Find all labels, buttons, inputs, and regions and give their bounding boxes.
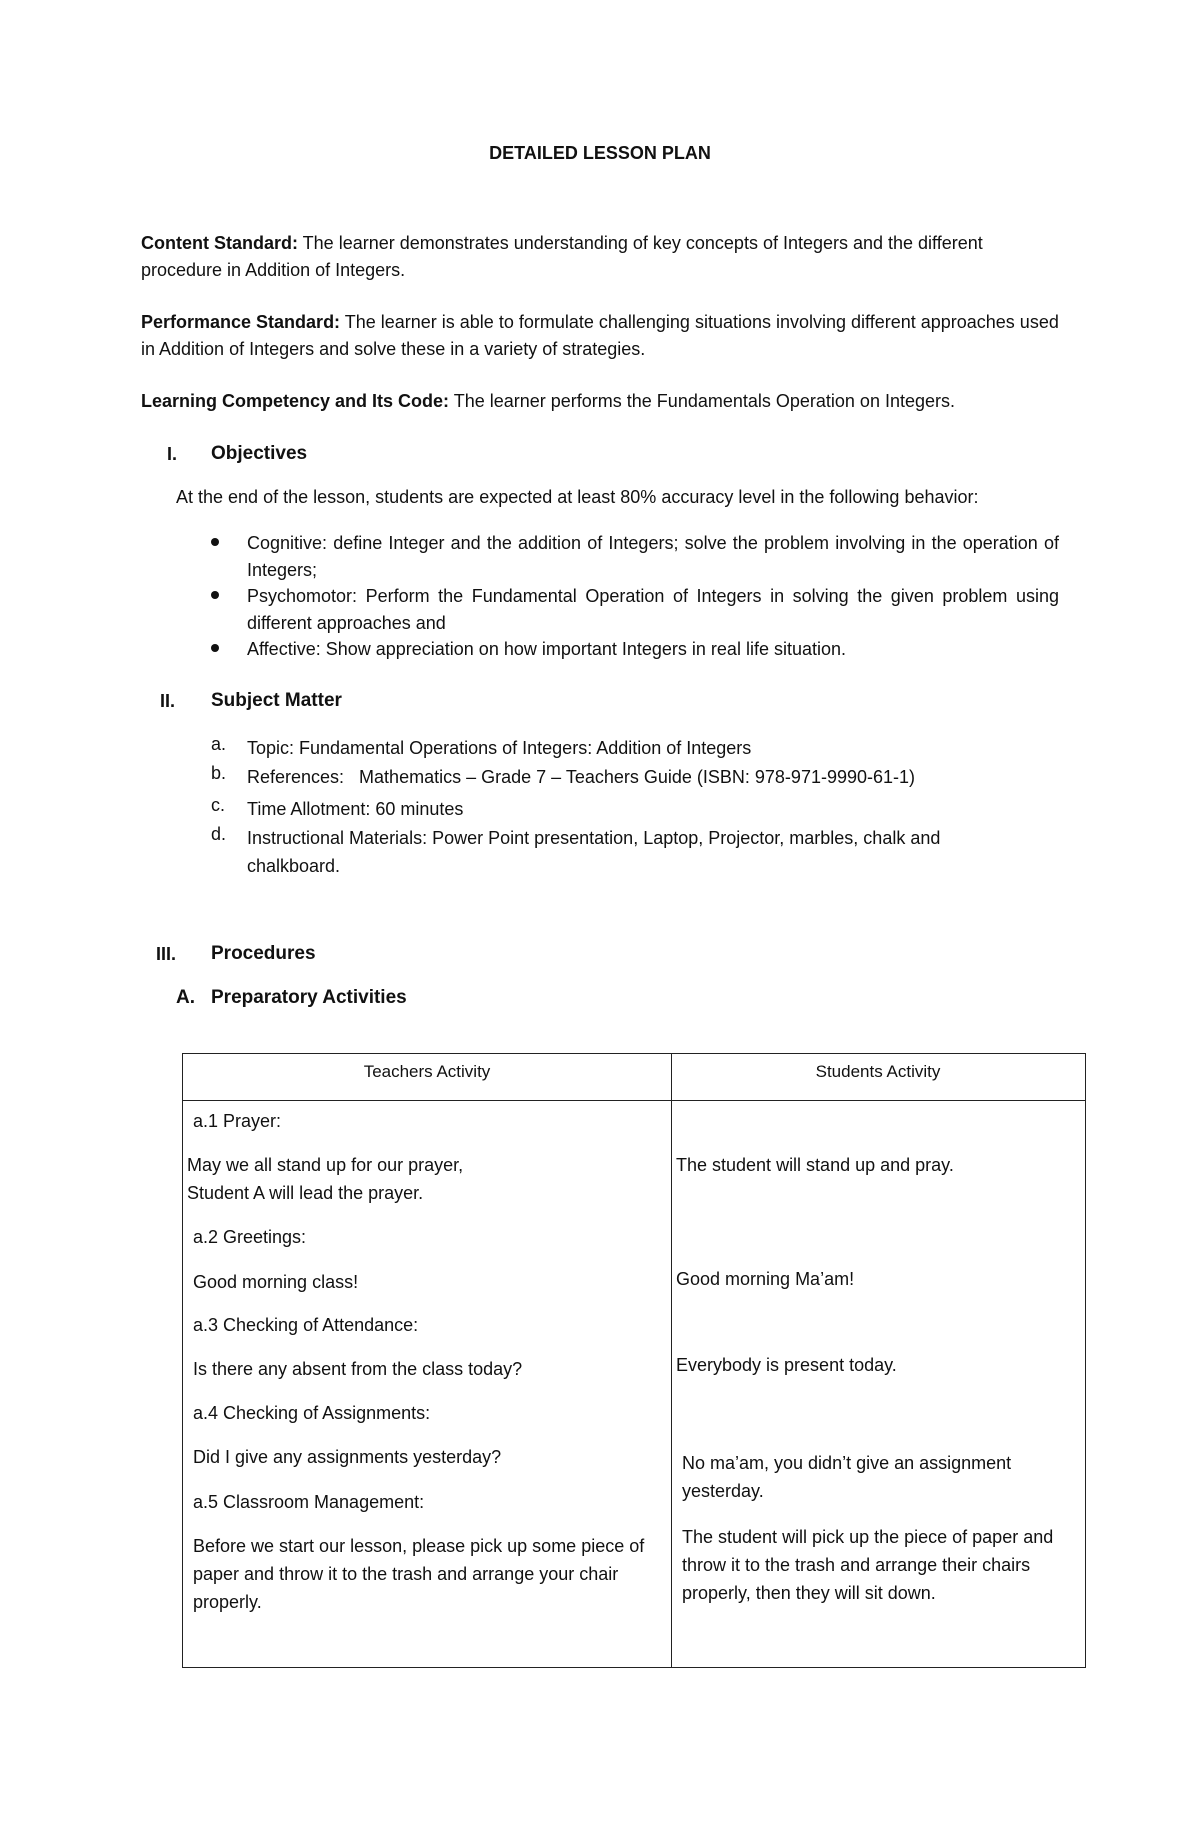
content-standard-text: The learner demonstrates understanding of key concepts of Integers and the different procedure in Addition of Integers.	[141, 233, 983, 280]
list-letter: c.	[211, 795, 226, 815]
teachers-activity-header: Teachers Activity	[363, 1062, 491, 1081]
teacher-management-label: a.5 Classroom Management:	[193, 1492, 425, 1512]
teacher-prayer-line: Student A will lead the prayer.	[187, 1183, 424, 1203]
learning-competency-text: The learner performs the Fundamentals Operation on Integers.	[449, 391, 955, 411]
objective-item: Cognitive: define Integer and the addition of Integers; solve the problem involving in the operation of Integers;	[247, 533, 1059, 580]
teacher-attendance-label: a.3 Checking of Attendance:	[193, 1315, 419, 1335]
subject-matter-number: II.	[160, 691, 176, 711]
students-activity-header: Students Activity	[815, 1062, 941, 1081]
teacher-prayer-label: a.1 Prayer:	[193, 1111, 282, 1131]
performance-standard-label: Performance Standard:	[141, 312, 341, 332]
preparatory-heading: Preparatory Activities	[211, 987, 407, 1008]
teacher-greetings-label: a.2 Greetings:	[193, 1227, 307, 1247]
student-management-response: The student will pick up the piece of paper and throw it to the trash and arrange their chairs properly, then they will sit down.	[682, 1527, 1054, 1603]
student-prayer-response: The student will stand up and pray.	[676, 1155, 954, 1175]
student-assignments-response: No ma’am, you didn’t give an assignment yesterday.	[682, 1453, 1012, 1501]
teacher-prayer-line: May we all stand up for our prayer,	[187, 1155, 464, 1175]
objective-item: Affective: Show appreciation on how important Integers in real life situation.	[247, 639, 847, 659]
page-title: DETAILED LESSON PLAN	[489, 143, 711, 163]
activities-table	[182, 1053, 1086, 1668]
table-header-divider	[183, 1100, 1085, 1101]
table-column-divider	[671, 1054, 672, 1667]
objectives-heading: Objectives	[211, 443, 308, 464]
procedures-number: III.	[156, 944, 177, 964]
subject-matter-item: Instructional Materials: Power Point presentation, Laptop, Projector, marbles, chalk and chalkboard.	[247, 828, 941, 876]
subject-matter-heading: Subject Matter	[211, 690, 342, 711]
content-standard	[141, 230, 1061, 284]
preparatory-letter: A.	[176, 987, 195, 1008]
teacher-assignments-label: a.4 Checking of Assignments:	[193, 1403, 431, 1423]
subject-matter-item: References: Mathematics – Grade 7 – Teachers Guide (ISBN: 978-971-9990-61-1)	[247, 767, 916, 787]
performance-standard	[141, 309, 1061, 363]
bullet-icon	[211, 591, 219, 599]
teacher-assignments-text: Did I give any assignments yesterday?	[193, 1447, 502, 1467]
bullet-icon	[211, 538, 219, 546]
teacher-greetings-text: Good morning class!	[193, 1272, 359, 1292]
bullet-icon	[211, 644, 219, 652]
learning-competency	[141, 388, 1061, 415]
performance-standard-text: The learner is able to formulate challenging situations involving different approaches used in Addition of Integers and solve these in a variety of strategies.	[141, 312, 1059, 359]
teacher-management-text: Before we start our lesson, please pick up some piece of paper and throw it to the trash and arrange your chair properly.	[193, 1536, 645, 1612]
student-greetings-response: Good morning Ma’am!	[676, 1269, 855, 1289]
subject-matter-item: Topic: Fundamental Operations of Integers: Addition of Integers	[247, 738, 752, 758]
subject-matter-item: Time Allotment: 60 minutes	[247, 799, 464, 819]
objective-item: Psychomotor: Perform the Fundamental Operation of Integers in solving the given problem using different approaches and	[247, 586, 1059, 633]
student-attendance-response: Everybody is present today.	[676, 1355, 897, 1375]
procedures-heading: Procedures	[211, 943, 316, 964]
objectives-number: I.	[167, 444, 178, 464]
teacher-attendance-text: Is there any absent from the class today?	[193, 1359, 523, 1379]
list-letter: b.	[211, 763, 227, 783]
list-letter: d.	[211, 824, 227, 844]
content-standard-label: Content Standard:	[141, 233, 298, 253]
list-letter: a.	[211, 734, 227, 754]
learning-competency-label: Learning Competency and Its Code:	[141, 391, 450, 411]
objectives-intro: At the end of the lesson, students are expected at least 80% accuracy level in the following behavior:	[176, 487, 979, 507]
